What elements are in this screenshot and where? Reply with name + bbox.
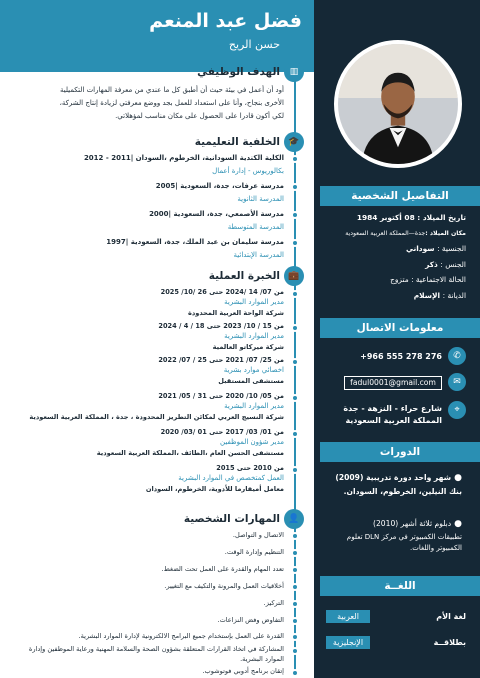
job-role: العمل كمتخصص في الموارد البشرية — [178, 474, 284, 482]
sidebar — [314, 0, 480, 678]
skill-item: الاتصال و التواصل. — [232, 531, 284, 539]
candidate-subtitle: حسن الريح — [228, 38, 280, 51]
job-company: شركة الواحة العربية المحدودة — [187, 309, 284, 317]
detail-label: تاريخ الميلاد : — [417, 213, 466, 222]
timeline-node — [291, 155, 299, 163]
timeline-node — [291, 211, 299, 219]
education-degree: بكالوريوس - إدارة أعمال — [212, 167, 284, 175]
skill-item: القدرة على العمل بإستخدام جميع البرامج الالكترونية لإدارة الموارد البشرية. — [78, 632, 284, 640]
personal-detail-row — [318, 213, 466, 223]
job-dates: من 2010 حتى 2015 — [216, 464, 284, 472]
objective-line: أود أن أعمل في بيئة حيث أن أطبق كل ما عندي من معرفة المهارات التكميلية — [59, 86, 284, 94]
job-company: معامل أميفارما للأدوية، الخرطوم، السودان — [145, 485, 284, 493]
personal-detail-row — [318, 229, 466, 239]
job-dates: من 07/ 14 /2024 حتى 26 /10/ 2025 — [160, 288, 284, 296]
timeline-node — [291, 600, 299, 608]
detail-label: الجنسية : — [437, 244, 466, 253]
detail-value: سوداني — [406, 244, 438, 253]
skill-item: التنظيم وإدارة الوقت. — [224, 548, 284, 556]
address-line: المملكة العربية السعودية — [345, 416, 442, 425]
portrait-image — [338, 44, 458, 164]
graduation-cap-icon: 🎓 — [284, 132, 304, 152]
courses-heading: الدورات — [320, 442, 480, 462]
address-line: شارع حراء - النزهة - جدة — [343, 404, 442, 413]
job-dates: من 05/ 10/ 2020 حتى 31 / 05/ 2021 — [158, 392, 284, 400]
detail-value: جدة—المملكة العربية السعودية — [345, 230, 426, 237]
location-pin-icon: ⌖ — [448, 401, 466, 419]
timeline-node — [291, 549, 299, 557]
course-title — [322, 518, 462, 530]
education-school: الكلية الكندية السودانية، الخرطوم ،السودان |2011 - 2012 — [83, 154, 284, 162]
job-role: مدير الموارد البشرية — [224, 298, 284, 306]
course-title-text: دبلوم ثلاثة أشهر (2010) — [373, 519, 452, 528]
education-heading: الخلفية التعليمية — [194, 136, 280, 148]
profile-photo — [334, 40, 462, 168]
job-company: شركة ميركاتو العالمية — [212, 343, 284, 351]
education-degree: المدرسة الثانوية — [237, 195, 284, 203]
language-name: الإنجليزية — [326, 636, 370, 649]
personal-detail-row — [318, 291, 466, 301]
skills-heading: المهارات الشخصية — [183, 513, 280, 525]
bullet-icon: ● — [454, 473, 462, 483]
job-dates: من 01/ 03/ 2017 حتى 01 /03/ 2020 — [160, 428, 284, 436]
timeline-node — [291, 583, 299, 591]
timeline-node — [291, 430, 299, 438]
job-company: شركة النسيج العربي لمكائن التطريز المحدودة ، جدة ، المملكة العربية السعودية — [29, 413, 284, 421]
detail-label: الديانة : — [442, 291, 466, 300]
education-school: مدرسة سليمان بن عبد الملك، جدة، السعودية |1997 — [106, 238, 284, 246]
skill-item: إتقان برنامج أدوبي فوتوشوب. — [202, 667, 284, 675]
mail-icon: ✉ — [448, 373, 466, 391]
education-school: مدرسة الأصمعي، جدة، السعودية |2000 — [149, 210, 284, 218]
candidate-name: فضل عبد المنعم — [149, 10, 302, 32]
job-role: مدير شؤون الموظفين — [220, 438, 284, 446]
detail-value: متزوج — [390, 275, 412, 284]
language-row — [326, 610, 466, 624]
chart-icon: ▥ — [284, 62, 304, 82]
phone-number[interactable]: +966 555 278 276 — [360, 352, 442, 361]
personal-detail-row — [318, 244, 466, 254]
detail-label: الحالة الاجتماعية : — [411, 275, 466, 284]
phone-icon: ✆ — [448, 347, 466, 365]
timeline-node — [291, 290, 299, 298]
detail-label: الجنس : — [440, 260, 466, 269]
timeline-node — [291, 183, 299, 191]
education-degree: المدرسة المتوسطة — [227, 223, 284, 231]
skill-item: المشاركة في اتخاذ القرارات المتعلقة بشؤون الصحة والسلامة المهنية ورعاية الموظفين وإدارة الموارد البشرية. — [28, 645, 284, 663]
course-title-text: شهر واحد دورة تدريبية (2009) — [335, 473, 452, 482]
job-role: اخصائي موارد بشرية — [223, 366, 284, 374]
skill-item: التركيز. — [263, 599, 284, 607]
personal-details-heading: التفاصيل الشخصية — [320, 186, 480, 206]
timeline-node — [291, 669, 299, 677]
timeline-node — [291, 324, 299, 332]
language-name: العربية — [326, 610, 370, 623]
course-title — [322, 472, 462, 484]
language-row — [326, 636, 466, 650]
detail-value: ذكر — [425, 260, 441, 269]
skill-item: أخلاقيات العمل والمرونة والتكيف مع التغيير. — [164, 582, 284, 590]
timeline-node — [291, 566, 299, 574]
skill-item: التفاوض وفض النزاعات. — [217, 616, 284, 624]
job-role: مدير الموارد البشرية — [224, 332, 284, 340]
timeline-node — [291, 617, 299, 625]
education-school: مدرسة عرفات، جدة، السعودية |2005 — [155, 182, 284, 190]
experience-heading: الخبرة العملية — [208, 270, 280, 282]
objective-line: الأخرى بنجاح، وأنا على استعداد للعمل بجد ووضع معرفتي لزيادة إنتاج الشركة، — [59, 99, 284, 107]
timeline-node — [291, 647, 299, 655]
language-level: لغة الأم — [436, 612, 466, 621]
timeline-node — [291, 466, 299, 474]
personal-detail-row — [318, 275, 466, 285]
job-dates: من 25/ 07/ 2021 حتى 25 / 07/ 2022 — [158, 356, 284, 364]
job-dates: من 15 / 10/ 2023 حتى 18 / 4 / 2024 — [158, 322, 284, 330]
timeline-node — [291, 358, 299, 366]
briefcase-icon: 💼 — [284, 266, 304, 286]
timeline-node — [291, 239, 299, 247]
education-degree: المدرسة الإبتدائية — [233, 251, 284, 259]
job-company: مستشفى الحسن العام ،الطائف ،المملكة العربية السعودية — [96, 449, 284, 457]
objective-line: لكي أكون قادرا على الحصول على مكان مناسب لمؤهلاتي. — [115, 112, 284, 120]
timeline-node — [291, 633, 299, 641]
course-detail: بنك النيلين، الخرطوم، السودان. — [343, 487, 462, 496]
bullet-icon: ● — [454, 519, 462, 529]
detail-value: 08 أكتوبر 1984 — [356, 213, 418, 222]
timeline-node — [291, 532, 299, 540]
email-address[interactable]: fadul0001@gmail.com — [344, 376, 442, 390]
personal-detail-row — [318, 260, 466, 270]
detail-value: الإسلام — [413, 291, 443, 300]
languages-heading: اللغــة — [320, 576, 480, 596]
job-role: مدير الموارد البشرية — [224, 402, 284, 410]
language-level: بطلاقــة — [433, 638, 466, 647]
timeline-node — [291, 394, 299, 402]
detail-label: مكان الميلاد : — [425, 230, 466, 237]
person-icon: 👤 — [284, 509, 304, 529]
course-detail: تطبيقات الكمبيوتر في مركز DLN تعلوم الكمبيوتر واللغات. — [346, 533, 462, 552]
skill-item: تعدد المهام والقدرة على العمل تحت الضغط. — [161, 565, 284, 573]
objective-heading: الهدف الوظيفي — [197, 66, 280, 78]
contact-heading: معلومات الاتصال — [320, 318, 480, 338]
job-company: مستشفى المستقبل — [218, 377, 284, 385]
